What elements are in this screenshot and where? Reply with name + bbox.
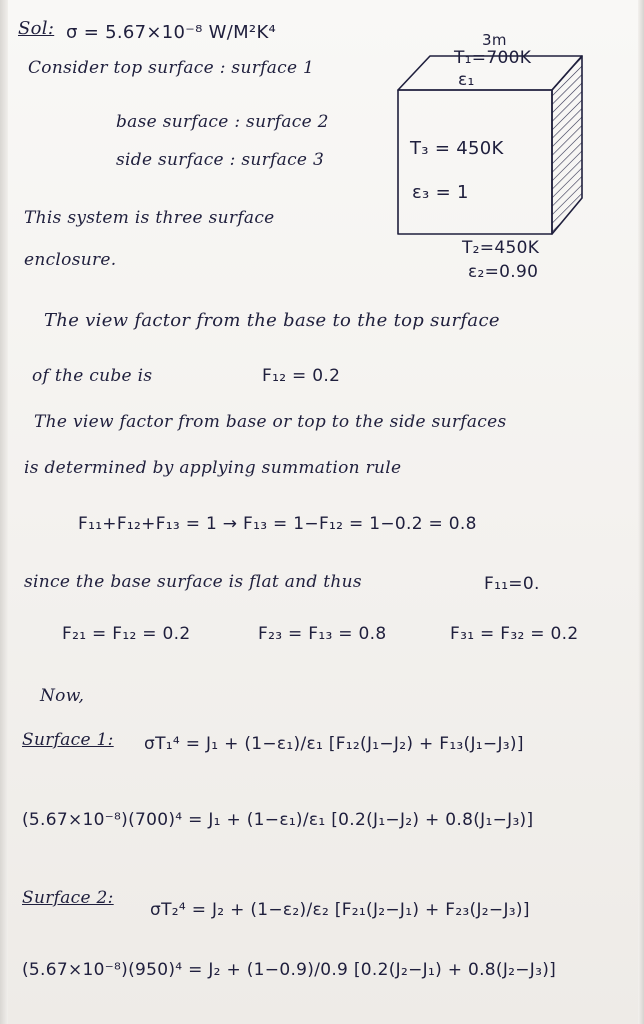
view-factor-line1: The view factor from the base to the top surface bbox=[44, 310, 500, 331]
enclosure-note-line2: enclosure. bbox=[24, 250, 117, 270]
cube-size-label: 3m bbox=[482, 31, 507, 49]
flat-surface-note: since the base surface is flat and thus bbox=[24, 572, 362, 592]
cube-t1-label: T₁=700K bbox=[454, 48, 532, 68]
base-surface-note: base surface : surface 2 bbox=[116, 112, 329, 132]
f31-equation: F₃₁ = F₃₂ = 0.2 bbox=[450, 624, 579, 644]
cube-e2-label: ε₂=0.90 bbox=[468, 262, 539, 282]
surface1-numeric-equation: (5.67×10⁻⁸)(700)⁴ = J₁ + (1−ε₁)/ε₁ [0.2(J₁−J₂) + 0.8(J₁−J₃)] bbox=[22, 810, 534, 830]
solution-label: Sol: bbox=[18, 18, 55, 39]
cube-e1-label: ε₁ bbox=[458, 70, 475, 90]
summation-rule-equation: F₁₁+F₁₂+F₁₃ = 1 → F₁₃ = 1−F₁₂ = 1−0.2 = 0.8 bbox=[78, 514, 477, 534]
cube-e3-label: ε₃ = 1 bbox=[412, 182, 469, 203]
cube-t2-label: T₂=450K bbox=[462, 238, 540, 258]
surface2-radiosity-equation: σT₂⁴ = J₂ + (1−ε₂)/ε₂ [F₂₁(J₂−J₁) + F₂₃(J₂−J₃)] bbox=[150, 900, 530, 920]
stefan-boltzmann-constant: σ = 5.67×10⁻⁸ W/M²K⁴ bbox=[66, 22, 277, 43]
view-factor-line2-text: of the cube is bbox=[32, 366, 153, 386]
page-edge bbox=[638, 0, 644, 1024]
view-factor-f12: F₁₂ = 0.2 bbox=[262, 366, 341, 386]
cube-t3-label: T₃ = 450K bbox=[410, 138, 504, 159]
cube-side-face bbox=[552, 56, 582, 234]
enclosure-note-line1: This system is three surface bbox=[24, 208, 275, 228]
surface1-label: Surface 1: bbox=[22, 730, 114, 750]
top-surface-note: Consider top surface : surface 1 bbox=[28, 58, 315, 78]
f11-value: F₁₁=0. bbox=[484, 574, 540, 594]
f23-equation: F₂₃ = F₁₃ = 0.8 bbox=[258, 624, 387, 644]
f21-equation: F₂₁ = F₁₂ = 0.2 bbox=[62, 624, 191, 644]
surface1-radiosity-equation: σT₁⁴ = J₁ + (1−ε₁)/ε₁ [F₁₂(J₁−J₂) + F₁₃(J₁−J₃)] bbox=[144, 734, 524, 754]
surface2-numeric-equation: (5.67×10⁻⁸)(950)⁴ = J₂ + (1−0.9)/0.9 [0.2(J₂−J₁) + 0.8(J₂−J₃)] bbox=[22, 960, 557, 980]
now-label: Now, bbox=[40, 686, 85, 706]
view-factor-line3: The view factor from base or top to the side surfaces bbox=[34, 412, 507, 432]
cube-front-face bbox=[398, 90, 552, 234]
side-surface-note: side surface : surface 3 bbox=[116, 150, 325, 170]
surface2-label: Surface 2: bbox=[22, 888, 114, 908]
view-factor-line4: is determined by applying summation rule bbox=[24, 458, 402, 478]
page-binding bbox=[0, 0, 8, 1024]
